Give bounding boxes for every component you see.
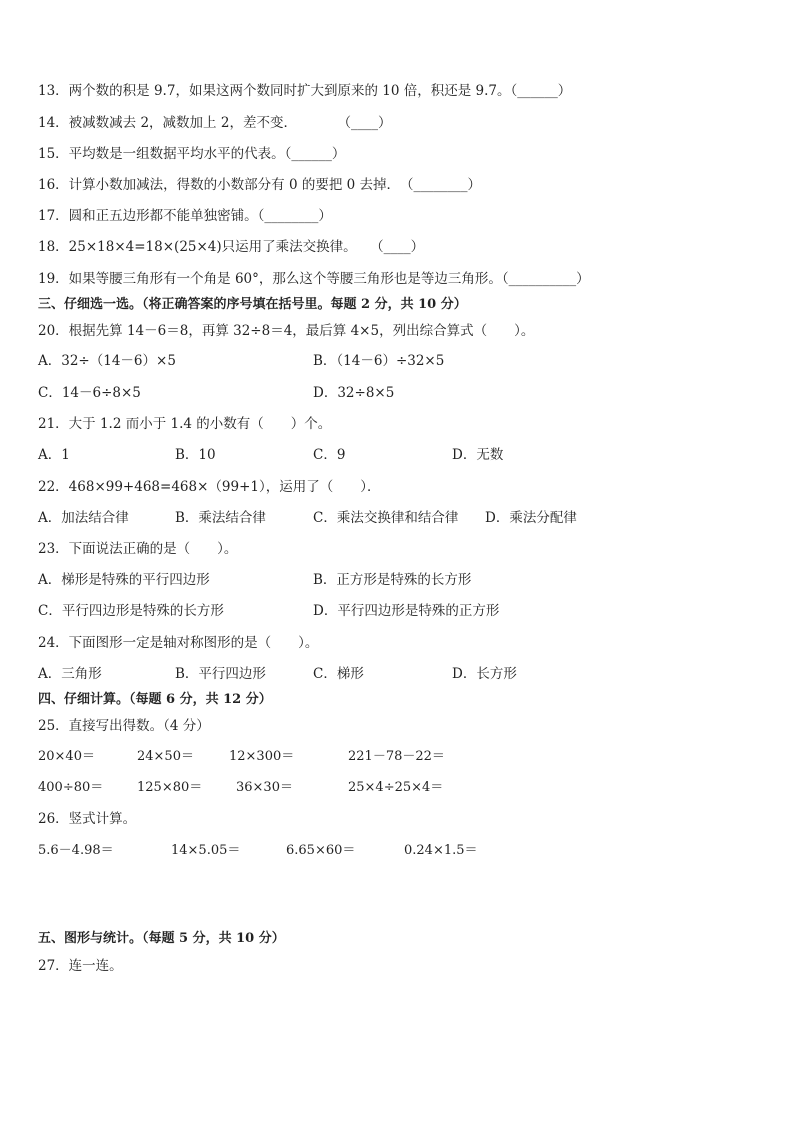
question-22-option-a: A．加法结合律	[38, 510, 129, 526]
question-20-option-a: A．32÷（14－6）×5	[38, 353, 176, 369]
question-22-option-b: B．乘法结合律	[175, 510, 266, 526]
question-23-option-b: B．正方形是特殊的长方形	[313, 572, 472, 588]
question-20-option-b: B．（14－6）÷32×5	[313, 353, 445, 369]
question-22-stem: 22．468×99+468=468×（99+1），运用了（ ）．	[38, 479, 381, 495]
question-20-stem: 20．根据先算 14－6＝8，再算 32÷8＝4，最后算 4×5，列出综合算式（ ）。	[38, 323, 535, 339]
question-23-option-c: C．平行四边形是特殊的长方形	[38, 603, 224, 619]
question-22-option-d: D．乘法分配律	[485, 510, 577, 526]
calc-item: 25×4÷25×4＝	[348, 780, 444, 795]
question-23-stem: 23．下面说法正确的是（ ）。	[38, 541, 238, 557]
calc-item: 12×300＝	[229, 749, 295, 764]
calc-item: 400÷80＝	[38, 780, 104, 795]
question-20-option-c: C．14－6÷8×5	[38, 385, 141, 401]
calc-item: 6.65×60＝	[286, 843, 356, 858]
question-27-stem: 27．连一连。	[38, 958, 123, 974]
section-3-title: 三、仔细选一选。（将正确答案的序号填在括号里。每题 2 分，共 10 分）	[38, 297, 467, 312]
section-4-title: 四、仔细计算。（每题 6 分，共 12 分）	[38, 692, 272, 707]
calc-item: 24×50＝	[137, 749, 194, 764]
question-16: 16．计算小数加减法，得数的小数部分有 0 的要把 0 去掉． （________）	[38, 177, 482, 193]
question-24-stem: 24．下面图形一定是轴对称图形的是（ ）。	[38, 635, 319, 651]
question-15: 15．平均数是一组数据平均水平的代表。（______）	[38, 146, 346, 162]
question-21-option-d: D．无数	[452, 447, 504, 463]
question-25-stem: 25．直接写出得数。（4 分）	[38, 718, 210, 734]
calc-item: 14×5.05＝	[171, 843, 241, 858]
question-13: 13．两个数的积是 9.7，如果这两个数同时扩大到原来的 10 倍，积还是 9.7。（______）	[38, 83, 572, 99]
question-24-option-a: A．三角形	[38, 666, 102, 682]
question-21-stem: 21．大于 1.2 而小于 1.4 的小数有（ ）个。	[38, 416, 332, 432]
question-21-option-a: A．1	[38, 447, 70, 463]
calc-item: 221－78－22＝	[348, 749, 445, 764]
question-26-stem: 26．竖式计算。	[38, 811, 137, 827]
question-22-option-c: C．乘法交换律和结合律	[313, 510, 459, 526]
calc-item: 5.6－4.98＝	[38, 843, 114, 858]
question-19: 19．如果等腰三角形有一个角是 60°，那么这个等腰三角形也是等边三角形。（__________）	[38, 271, 590, 287]
calc-item: 125×80＝	[137, 780, 203, 795]
question-18: 18．25×18×4=18×(25×4)只运用了乘法交换律。 （____）	[38, 239, 425, 255]
question-24-option-b: B．平行四边形	[175, 666, 266, 682]
question-20-option-d: D．32÷8×5	[313, 385, 395, 401]
calc-item: 36×30＝	[236, 780, 293, 795]
question-17: 17．圆和正五边形都不能单独密铺。（________）	[38, 208, 332, 224]
question-21-option-c: C．9	[313, 447, 346, 463]
question-14: 14．被减数减去 2，减数加上 2，差不变． （____）	[38, 115, 392, 131]
calc-item: 20×40＝	[38, 749, 95, 764]
calc-item: 0.24×1.5＝	[404, 843, 478, 858]
question-21-option-b: B．10	[175, 447, 216, 463]
question-24-option-d: D．长方形	[452, 666, 517, 682]
question-23-option-d: D．平行四边形是特殊的正方形	[313, 603, 500, 619]
question-23-option-a: A．梯形是特殊的平行四边形	[38, 572, 210, 588]
section-5-title: 五、图形与统计。（每题 5 分，共 10 分）	[38, 931, 285, 946]
question-24-option-c: C．梯形	[313, 666, 364, 682]
